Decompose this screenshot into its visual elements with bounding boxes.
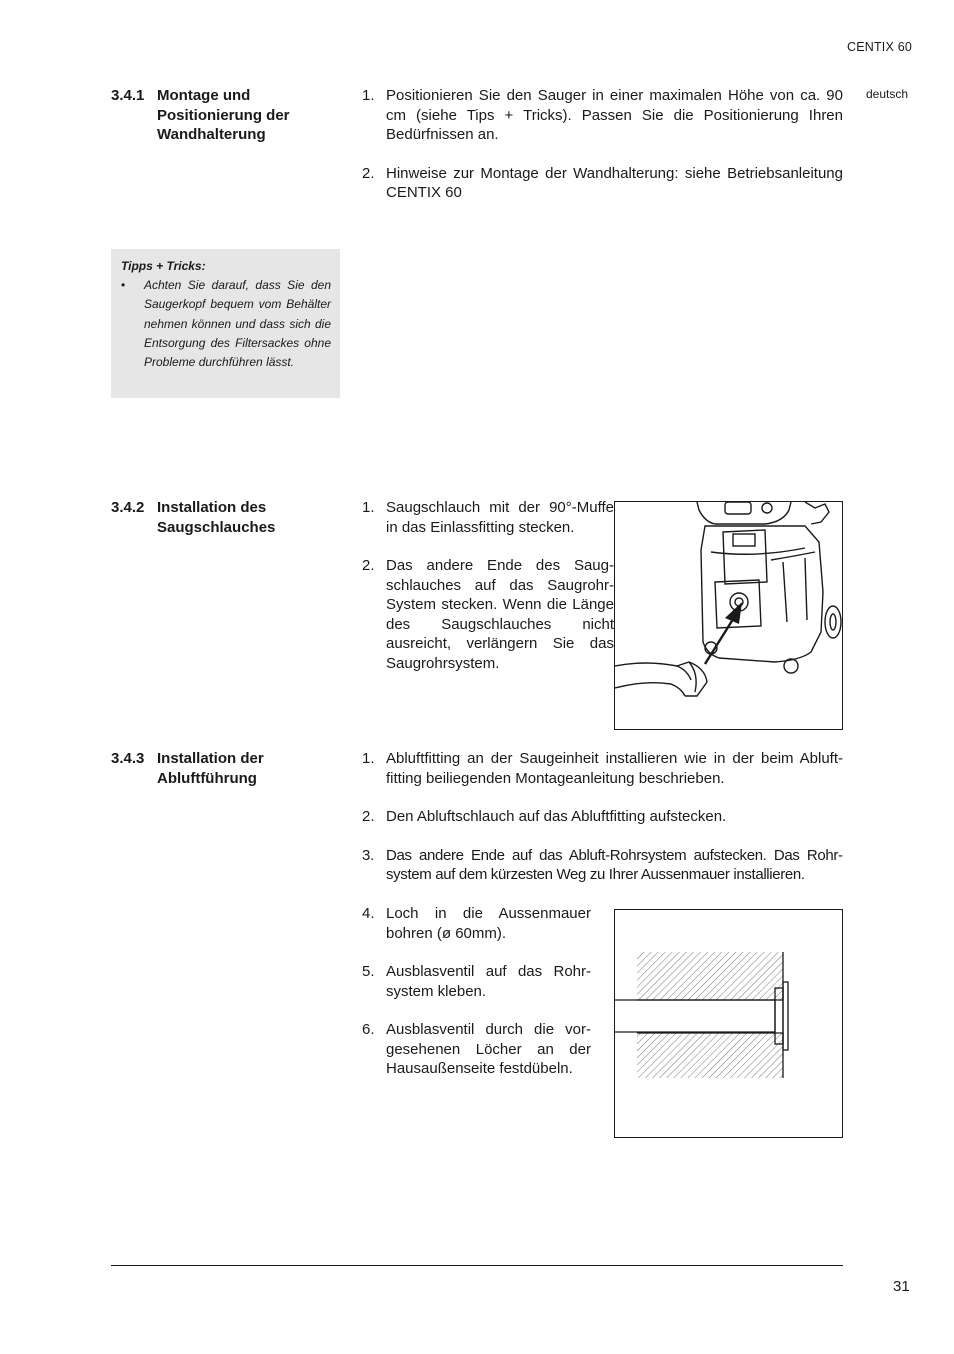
step-number: 1. xyxy=(362,87,375,104)
steps-list-3-4-3-upper xyxy=(362,749,843,904)
steps-list-3-4-1 xyxy=(362,86,843,222)
step-text: Loch in die Aussenmauer bohren (ø 60mm). xyxy=(386,905,591,942)
bullet-icon: • xyxy=(121,278,126,293)
section-number: 3.4.1 xyxy=(111,87,145,104)
list-item xyxy=(362,86,843,145)
step-number: 2. xyxy=(362,808,375,825)
wall-pipe-illustration xyxy=(614,909,843,1138)
list-item xyxy=(362,164,843,203)
step-text: Hinweise zur Montage der Wandhalterung: siehe Betriebsanleitung CENTIX 60 xyxy=(386,164,843,201)
steps-list-3-4-3-lower xyxy=(362,904,591,1098)
step-number: 4. xyxy=(362,905,375,922)
step-number: 2. xyxy=(362,557,375,574)
step-number: 6. xyxy=(362,1021,375,1038)
step-text: Ausblasventil durch die vorgesehenen Löcher an der Hausaußenseite festdübeln. xyxy=(386,1021,591,1077)
vacuum-hose-illustration xyxy=(614,501,843,730)
tip-text: Achten Sie darauf, dass Sie den Saugerkopf bequem vom Behälter nehmen können und dass sich die Entsorgung des Filtersackes ohne Probleme durchführen lässt. xyxy=(144,278,331,370)
section-title: Montage und Positionierung der Wandhalterung xyxy=(157,87,290,143)
step-number: 3. xyxy=(362,846,374,864)
list-item xyxy=(362,846,843,885)
footer-divider xyxy=(111,1265,843,1266)
list-item xyxy=(362,807,843,827)
step-number: 5. xyxy=(362,963,375,980)
page-number: 31 xyxy=(893,1278,910,1295)
header-product-name: CENTIX 60 xyxy=(846,40,912,54)
section-number: 3.4.3 xyxy=(111,750,145,767)
step-text: Das andere Ende auf das Abluft-Rohrsystem aufstecken. Das Rohrsystem auf dem kürzesten Weg zu Ihrer Aussenmauer installieren. xyxy=(386,846,843,883)
section-number: 3.4.2 xyxy=(111,499,145,516)
list-item xyxy=(362,498,614,537)
tip-item xyxy=(121,276,331,372)
step-text: Ausblasventil auf das Rohrsystem kleben. xyxy=(386,963,591,1000)
tips-title: Tipps + Tricks: xyxy=(121,259,206,273)
list-item xyxy=(362,904,591,943)
vacuum-cleaner-icon xyxy=(615,502,842,729)
list-item xyxy=(362,1020,591,1079)
language-label: deutsch xyxy=(866,87,909,101)
step-number: 1. xyxy=(362,750,375,767)
list-item xyxy=(362,962,591,1001)
step-number: 2. xyxy=(362,164,375,182)
section-title: Installation des Saugschlauches xyxy=(157,499,276,536)
list-item xyxy=(362,749,843,788)
step-text: Positionieren Sie den Sauger in einer maximalen Höhe von ca. 90 cm (siehe Tips + Tricks). Passen Sie die Positionierung Ihren Bedürfnissen an. xyxy=(386,87,843,143)
steps-list-3-4-2 xyxy=(362,498,614,692)
list-item xyxy=(362,556,614,673)
step-text: Saugschlauch mit der 90°-Muffe in das Einlassfitting stecken. xyxy=(386,499,614,536)
tips-box xyxy=(111,249,340,398)
section-title: Installation der Abluftführung xyxy=(157,750,264,787)
step-text: Abluftfitting an der Saugeinheit installieren wie in der beim Abluftfitting beiliegenden Montageanleitung beschrieben. xyxy=(386,750,843,787)
step-number: 1. xyxy=(362,499,375,516)
step-text: Das andere Ende des Saugschlauches auf das Saugrohr-System stecken. Wenn die Länge des Saugschlauches nicht ausreicht, verlängern Sie das Saugrohrsystem. xyxy=(386,557,614,672)
wall-section-icon xyxy=(615,910,842,1137)
step-text: Den Abluftschlauch auf das Abluftfitting aufstecken. xyxy=(386,808,727,825)
